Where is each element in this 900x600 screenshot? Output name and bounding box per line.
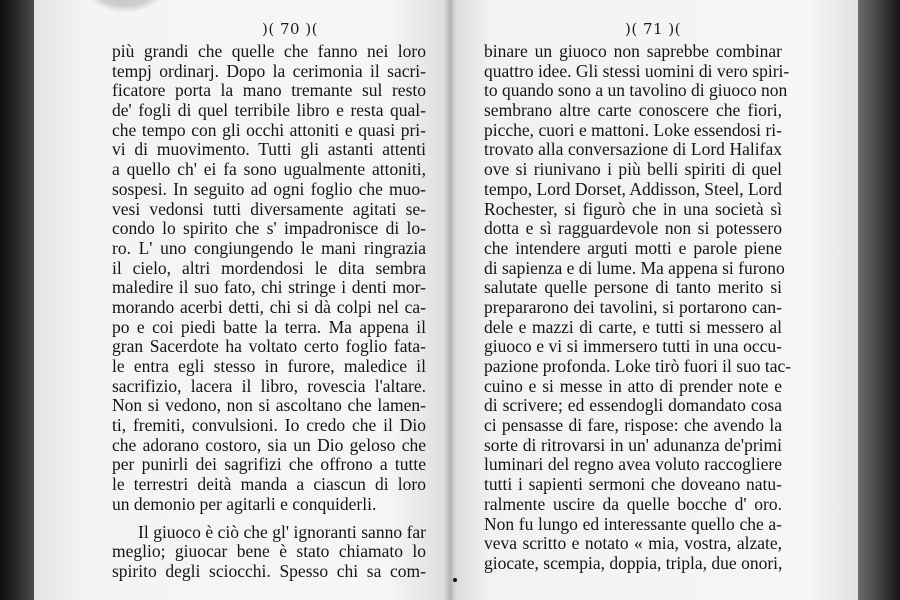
text-line: to quando sono a un tavolino di giuoco non [484,80,788,101]
page-gutter [444,0,456,600]
text-line: sorte di ritrovarsi in un' adunanza de'primi [484,434,782,455]
text-line: morando acerbi detti, chi si dà colpi nel ca- [112,296,426,317]
text-line: salutate quelle persone di tanto merito si [484,277,782,298]
text-line: che tempo con gli occhi attoniti e quasi pri- [112,119,426,140]
text-line: meglio; giuocar bene è stato chiamato lo [112,541,426,562]
text-line: ficatore porta la mano tremante sul resto [112,80,426,101]
right-page-text [484,41,792,574]
text-line: ralmente uscire da quelle bocche d' oro. [484,493,782,514]
text-line: di sapienza e di lume. Ma appena si furono [484,257,785,278]
text-line: luminari del regno avea voluto raccogliere [484,454,782,475]
text-line: de' fogli di quel terribile libro e resta qual- [112,100,426,121]
text-line: sacrifizio, lacera il libro, rovescia l'altare. [112,375,426,396]
text-line: tutti i sapienti sermoni che doveano natu- [484,474,782,495]
text-line: che intendere arguti motti e parole piene [484,237,782,258]
text-line: veva scritto e notato « mia, vostra, alzate, [484,533,782,554]
text-line: giuoco e vi si immersero tutti in una occu- [484,336,782,357]
text-line: le terrestri deità manda a ciascun di loro [112,474,426,495]
text-line: gran Sacerdote ha voltato certo foglio fata- [112,336,426,357]
text-line: giocate, scempia, doppia, tripla, due onori, [484,552,783,573]
text-line: per punirli dei sagrifizi che offrono a tutte [112,454,426,475]
text-line: quattro idee. Gli stessi uomini di vero spiri- [484,60,790,81]
text-line: ove si riunivano i più belli spiriti di quel [484,159,782,180]
text-line: pazione profonda. Loke tirò fuori il suo tac- [484,356,792,376]
text-line: prepararono dei tavolini, si portarono can- [484,296,782,317]
text-line: Non fu lungo ed interessante quello che a- [484,513,782,534]
text-line: il cielo, altri mordendosi le dita sembra [112,257,426,278]
text-line: trovato alla conversazione di Lord Halifax [484,139,782,160]
text-line: binare un giuoco non saprebbe combinar [484,41,782,61]
text-line: cuino e si messe in atto di prender note e [484,375,782,396]
text-line: dele e mazzi di carte, e tutti si messero al [484,316,782,337]
text-line: un demonio per agitarli e conquiderli. [112,493,377,514]
text-line: sembrano altre carte conoscere che fiori, [484,100,782,121]
book-edge-left [0,0,34,600]
text-line: po e coi piedi batte la terra. Ma appena il [112,316,426,337]
text-line: che adorano costoro, sia un Dio geloso che [112,434,426,455]
text-line: vesi vedonsi tutti diversamente agitati se- [112,198,426,219]
text-line: tempo, Lord Dorset, Addisson, Steel, Lord [484,178,782,199]
right-page-number: )( 71 )( [625,20,682,38]
text-line: a quello ch' ei fa sono ugualmente attoniti, [112,159,426,180]
text-line: maledire il suo fato, chi stringe i denti mor- [112,277,426,298]
text-line: picche, cuori e mattoni. Loke essendosi ri- [484,119,782,140]
text-line: di scrivere; ed essendogli domandato cosa [484,395,782,416]
text-line: più grandi che quelle che fanno nei loro [112,41,426,61]
text-line: dotta e sì ragguardevole non si potessero [484,218,782,239]
text-line: Il giuoco è ciò che gl' ignoranti sanno far [138,521,426,542]
text-line: vi di muovimento. Tutti gli astanti attenti [112,139,426,160]
text-line: spirito degli sciocchi. Spesso chi sa com- [112,560,426,581]
left-page-text [112,42,426,582]
text-line: ti, fremiti, convulsioni. Io credo che il Dio [112,415,426,436]
text-line: ro. L' uno congiungendo le mani ringrazia [112,237,426,258]
ink-speck [453,578,457,582]
text-line: le entra egli stesso in furore, maledice il [112,356,426,376]
text-line: condo lo spirito che s' impadronisce di lo- [112,218,426,239]
text-line: Non si vedono, non si ascoltano che lamen- [112,395,426,416]
text-line: ci pensasse di fare, rispose: che avendo la [484,415,782,436]
text-line: sospesi. In seguito ad ogni foglio che muo- [112,178,426,199]
book-edge-right [858,0,900,600]
text-line: Rochester, si figurò che in una società sì [484,198,782,219]
left-page-number: )( 70 )( [262,20,319,38]
text-line: tempj ordinarj. Dopo la cerimonia il sacri- [112,60,426,81]
